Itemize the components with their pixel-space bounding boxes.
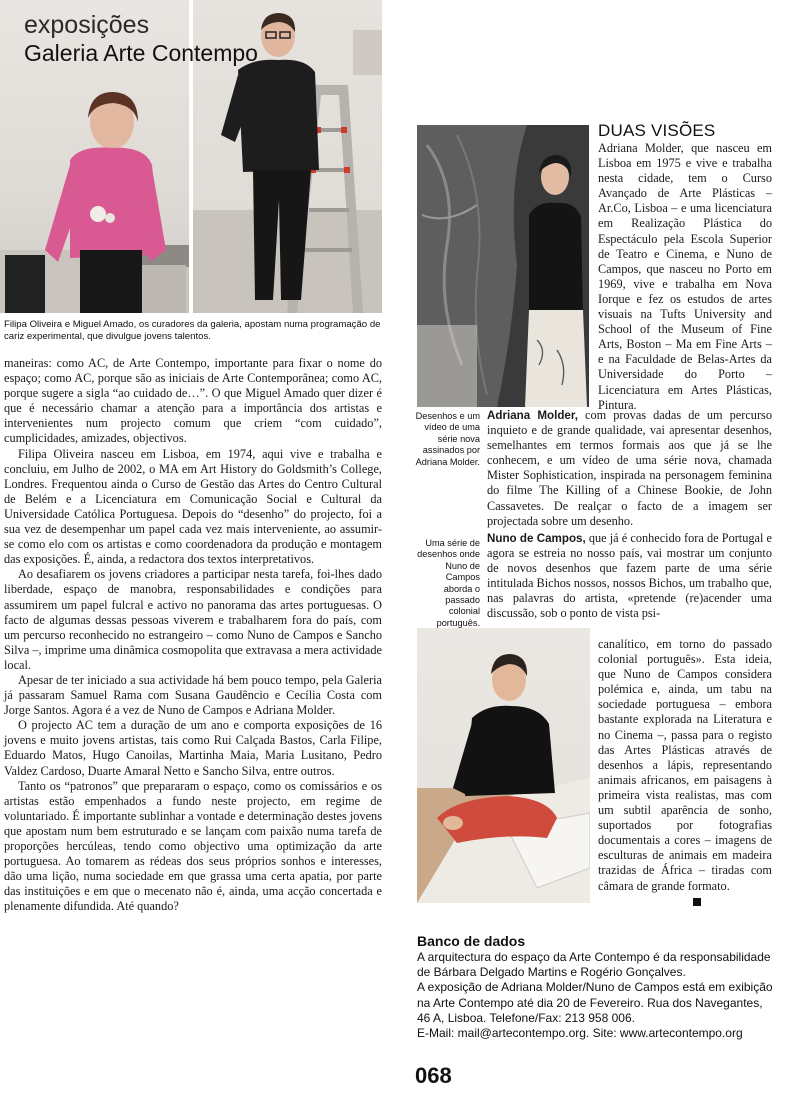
left-article-column bbox=[4, 356, 382, 914]
paragraph: Tanto os “patronos” que prepararam o espaço, como os comissários e os artistas estão empenhados a fundo neste projecto, em regime de voluntariado. É importante sublinhar a vontade e determinação destes jovens que apostam num bem estruturado e se lançam com paixão numa tarefa de proporções hercúleas, tendo como objectivo uma optimização da arte portuguesa. Ao tomarem as rédeas dos seus próprios sonhos e interesses, dão uma lição, numa sociedade em que grassa uma certa apatia, por parte das instituições e em que o mecenato não é, ainda, uma acção concertada e plenamente difundida. Até quando? bbox=[4, 778, 382, 914]
caption-adriana: Desenhos e um vídeo de uma série nova assinados por Adriana Molder. bbox=[415, 411, 480, 467]
section-heading: DUAS VISÕES bbox=[598, 121, 716, 140]
banco-de-dados-box bbox=[417, 932, 774, 1041]
section-label: exposições bbox=[24, 11, 150, 39]
nuno-paragraph bbox=[487, 531, 772, 622]
banco-architecture: A arquitectura do espaço da Arte Contempo é da responsabilidade de Bárbara Delgado Martins e Rogério Gonçalves. bbox=[417, 950, 771, 980]
paragraph: Filipa Oliveira nasceu em Lisboa, em 1974, aqui vive e trabalha e concluiu, em Julho de 2002, o MA em Art History do Goldsmith’s College, Londres. Frequentou ainda o Curso de Gestão das Artes do Centro Cultural de Belém e a Licenciatura em Comunicação Social e Cultural da Universidade Católica Portuguesa. Depois do “desenho” do projecto, foi a sua vez de desempenhar um papel cada vez mais interveniente, ao assumir-se como elo com os artistas e como coordenadora da produção e montagem das exposições. É, ainda, a redactora dos textos interpretativos. bbox=[4, 446, 382, 567]
paragraph: O projecto AC tem a duração de um ano e comporta exposições de 16 jovens e muito jovens artistas, tais como Rui Calçada Bastos, Carla Filipe, Eduardo Matos, Hugo Canoilas, Martinha Maia, Maria Lusitano, Pedro Valdez Cardoso, Duarte Amaral Netto e Sancho Silva, entre outros. bbox=[4, 718, 382, 778]
banco-title: Banco de dados bbox=[417, 933, 526, 949]
page-title: Galeria Arte Contempo bbox=[24, 40, 258, 66]
lead-nuno: Nuno de Campos, bbox=[487, 532, 586, 545]
top-photo-caption: Filipa Oliveira e Miguel Amado, os curadores da galeria, apostam numa programação de cariz experimental, que divulgue jovens talentos. bbox=[4, 319, 381, 343]
caption-nuno: Uma série de desenhos onde Nuno de Campos aborda o passado colonial português. bbox=[417, 538, 480, 628]
page-number: 068 bbox=[415, 1063, 452, 1088]
paragraph: Ao desafiarem os jovens criadores a participar nesta tarefa, foi-lhes dado liberdade, espaço de manobra, responsabilidades e condições para assumirem um papel fulcral e activo no panorama das artes portuguesas. O facto de algumas dessas pessoas viverem e trabalharem fora do país, com um percurso reconhecido no estrangeiro – como Nuno de Campos e Sancho Silva –, imprime uma dinâmica cosmopolita que extravasa a mera actividade local. bbox=[4, 567, 382, 672]
end-mark bbox=[693, 898, 701, 906]
paragraph-text: com provas dadas de um percurso inquieto e de grande qualidade, vai apresentar desenhos, semelhantes em termos formais aos que já se lhe conhecem, e um vídeo de uma série nova, chamada Mister Sophistication, inspirada na personagem feminina do filme The Killing of a Chinese Bookie, de John Cassavetes. De realçar o facto de a imagem ser projectada sobre um desenho. bbox=[487, 408, 772, 528]
paragraph: maneiras: como AC, de Arte Contempo, importante para fixar o nome do espaço; como AC, porque são as iniciais de Arte Contemporânea; como AC, porque sugere a sigla “ao cuidado de…”. O que Miguel Amado quer dizer é que é necessário chamar a atenção para a importância dos artistas e intervenientes num projecto comum que criem “com cuidado”, cumplicidades, amizades, objectivos. bbox=[4, 356, 382, 446]
photo-adriana-molder bbox=[417, 125, 589, 407]
banco-exhibition: A exposição de Adriana Molder/Nuno de Campos está em exibição na Arte Contempo até dia 20 de Fevereiro. Rua dos Navegantes, 46 A, Lisboa. Telefone/Fax: 213 958 006. bbox=[417, 980, 773, 1025]
nuno-paragraph-continued: canalítico, em torno do passado colonial português». Esta ideia, que Nuno de Campos considera polémica e, ainda, um tabu na sociedade portuguesa – embora bastante explorada na Literatura e no Cinema –, passa para o registo das Artes Plásticas através de desenhos a lápis, representando animais africanos, em paisagens à primeira vista realistas, mas com um subtil aparência de sonho, suportados por fotografias documentais a cores – imagens de esculturas de animais em madeira trazidas de África – tiradas com câmara de grande formato. bbox=[598, 637, 772, 893]
banco-contacts: E-Mail: mail@artecontempo.org. Site: www.artecontempo.org bbox=[417, 1026, 743, 1041]
photo-nuno-de-campos bbox=[417, 628, 590, 903]
lead-adriana: Adriana Molder, bbox=[487, 409, 578, 422]
adriana-paragraph bbox=[487, 408, 772, 529]
paragraph: Apesar de ter iniciado a sua actividade há bem pouco tempo, pela Galeria já passaram Samuel Rama com Susana Gaudêncio e Cecília Costa com Jorge Santos. Agora é a vez de Nuno de Campos e Adriana Molder. bbox=[4, 672, 382, 718]
right-intro-paragraph: Adriana Molder, que nasceu em Lisboa em 1975 e vive e trabalha nesta cidade, tem o Curso Avançado de Arte Plásticas – Ar.Co, Lisboa – e uma licenciatura em Realização Plástica do Espectáculo pela Escola Superior de Teatro e Cinema, e Nuno de Campos, que nasceu no Porto em 1969, vive e trabalha em Nova Iorque e fez os estudos de artes visuais na Tufts University and School of the Museum of Fine Arts, Boston – Ma em Fine Arts – e na Faculdade de Belas-Artes da Universidade do Porto – Licenciatura em Artes Plásticas, Pintura. bbox=[598, 141, 772, 412]
paragraph-text: que já é conhecido fora de Portugal e agora se estreia no nosso país, vai mostrar um conjunto de novos desenhos que fazem parte de uma série intitulada Bichos nossos, nossos Bichos, um trabalho que, nas palavras do artista, «pretende (re)acender uma discussão, sob o ponto de vista psi- bbox=[487, 531, 772, 621]
